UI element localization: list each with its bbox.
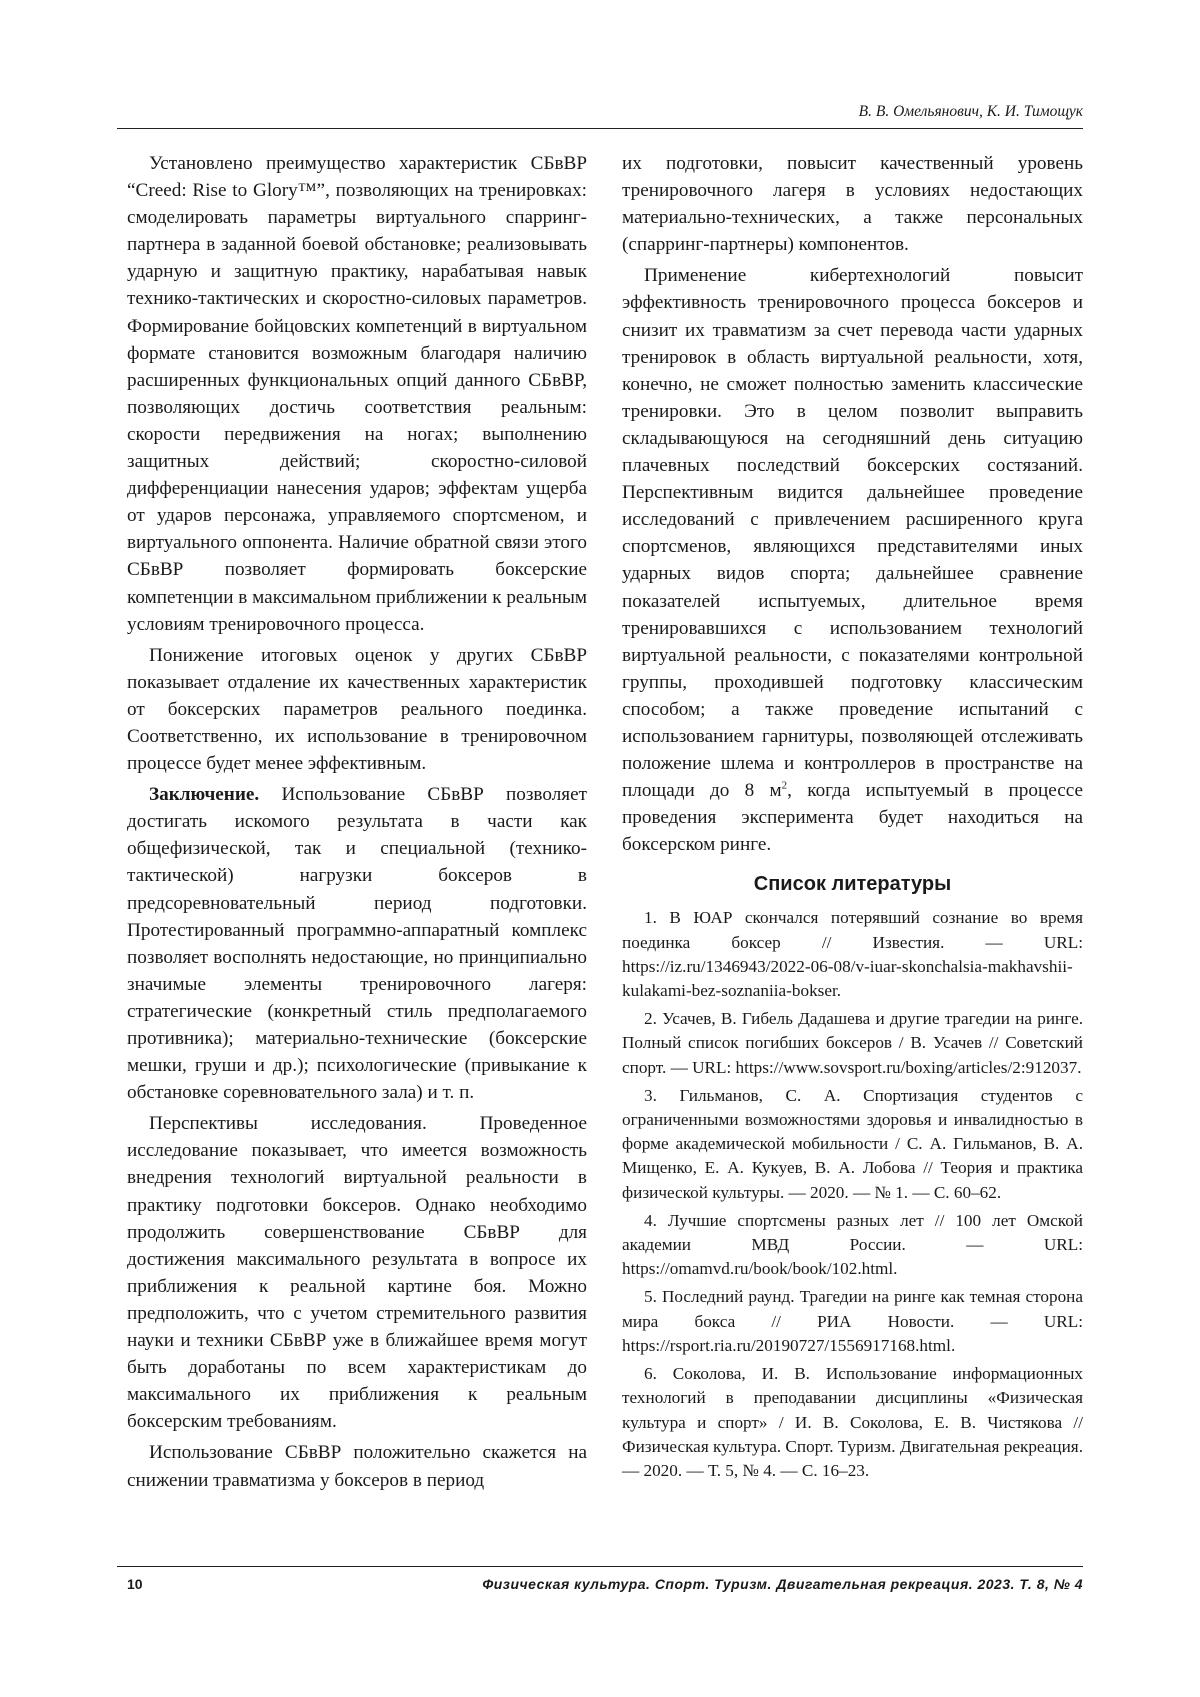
reference-item: 3. Гильманов, С. А. Спортизация студентов с ограниченными возможностями здоровья и инвалидностью в форме академической мобильности / С. А. Гильманов, В. А. Мищенко, Е. А. Кукуев, В. А. Лобова // Теория и практика физической культуры. — 2020. — № 1. — С. 60–62. [622,1085,1083,1202]
superscript-2: 2 [781,779,788,792]
paragraph-advantages: Установлено преимущество характеристик СБвВР “Creed: Rise to Glory™”, позволяющих на тренировках: смоделировать параметры виртуального спарринг-партнера в заданной боевой обстановке; реализовывать ударную и защитную практику, нарабатывая навык технико-тактических и скоростно-силовых параметров. Формирование бойцовских компетенций в виртуальном формате становится возможным благодаря наличию расширенных функциональных опций данного СБвВР, позволяющих достичь соответствия реальным: скорости передвижения на ногах; выполнению защитных действий; скоростно-силовой дифференциации нанесения ударов; эффектам ущерба от ударов персонажа, управляемого спортсменом, и виртуального оппонента. Наличие обратной связи этого СБвВР позволяет формировать боксерские компетенции в максимальном приближении к реальным условиям тренировочного процесса. [127,153,587,635]
references-list [622,906,1083,1483]
reference-item: 6. Соколова, И. В. Использование информационных технологий в преподавании дисциплины «Физическая культура и спорт» / И. В. Соколова, Е. В. Чистякова // Физическая культура. Спорт. Туризм. Двигательная рекреация. — 2020. — Т. 5, № 4. — С. 16–23. [622,1364,1083,1480]
page-number: 10 [127,1576,143,1592]
references-title: Список литературы [753,873,952,896]
footer-rule [117,1566,1083,1567]
paragraph-cybertech [622,262,1083,858]
journal-citation: Физическая культура. Спорт. Туризм. Двигательная рекреация. 2023. Т. 8, № 4 [482,1576,1083,1592]
reference-item: 5. Последний раунд. Трагедии на ринге как темная сторона мира бокса // РИА Новости. — URL: https://rsport.ria.ru/20190727/1556917168.html. [622,1287,1083,1355]
reference-item: 2. Усачев, В. Гибель Дадашева и другие трагедии на ринге. Полный список погибших боксеров / В. Усачев // Советский спорт. — URL: https://www.sovsport.ru/boxing/articles/2:912037. [622,1009,1083,1077]
paragraph-continuation: их подготовки, повысит качественный уровень тренировочного лагеря в условиях недостающих материально-технических, а также персональных (спарринг-партнеры) компонентов. [622,153,1083,256]
paragraph-prospects: Перспективы исследования. Проведенное исследование показывает, что имеется возможность внедрения технологий виртуальной реальности в практику подготовки боксеров. Однако необходимо продолжить совершенствование СБвВР для достижения максимального результата в вопросе их приближения к реальной картине боя. Можно предположить, что с учетом стремительного развития науки и техники СБвВР уже в ближайшее время могут быть доработаны по всем характеристикам до максимального их приближения к реальным боксерским требованиям. [127,1113,587,1433]
paragraph-usage: Использование СБвВР положительно скажется на снижении травматизма у боксеров в период [127,1442,587,1491]
paragraph-lower-scores: Понижение итоговых оценок у других СБвВР показывает отдаление их качественных характеристик от боксерских параметров реального поединка. Соответственно, их использование в тренировочном процессе будет менее эффективным. [127,644,587,775]
conclusion-text: Использование СБвВР позволяет достигать искомого результата в части как общефизической, так и специальной (технико-тактической) нагрузки боксеров в предсоревновательный период подготовки. Протестированный программно-аппаратный комплекс позволяет восполнять недостающие, но принципиально значимые элементы тренировочного лагеря: стратегические (конкретный стиль предполагаемого противника); материально-технические (боксерские мешки, груши и др.); психологические (привыкание к обстановке соревновательного зала) и т. п. [127,784,587,1104]
header-rule [117,128,1083,129]
paragraph-conclusion [127,781,587,1106]
conclusion-label: Заключение. [149,784,260,806]
right-column [622,150,1083,1487]
reference-item: 4. Лучшие спортсмены разных лет // 100 лет Омской академии МВД России. — URL: https://omamvd.ru/book/book/102.html. [622,1210,1083,1279]
running-head-authors: В. В. Омельянович, К. И. Тимощук [858,103,1083,120]
cybertech-text-b: , когда испытуемый в процессе проведения эксперимента будет находиться на боксерском ринге. [622,780,1083,856]
cybertech-text-a: Применение кибертехнологий повысит эффективность тренировочного процесса боксеров и снизит их травматизм за счет перевода части ударных тренировок в область виртуальной реальности, хотя, конечно, не сможет полностью заменить классические тренировки. Это в целом позволит выправить складывающуюся на сегодняшний день ситуацию плачевных последствий боксерских состязаний. Перспективным видится дальнейшее проведение исследований с привлечением расширенного круга спортсменов, являющихся представителями иных ударных видов спорта; дальнейшее сравнение показателей испытуемых, длительное время тренировавшихся с использованием технологий виртуальной реальности, с показателями контрольной группы, проходившей подготовку классическим способом; а также проведение испытаний с использованием гарнитуры, позволяющей отслеживать положение шлема и контроллеров в пространстве на площади до 8 м [622,265,1083,802]
left-column [127,150,587,1498]
reference-item: 1. В ЮАР скончался потерявший сознание во время поединка боксер // Известия. — URL: https://iz.ru/1346943/2022-06-08/v-iuar-skonchalsia-makhavshii-kulakami-bez-soznaniia-bokser. [622,908,1083,1001]
